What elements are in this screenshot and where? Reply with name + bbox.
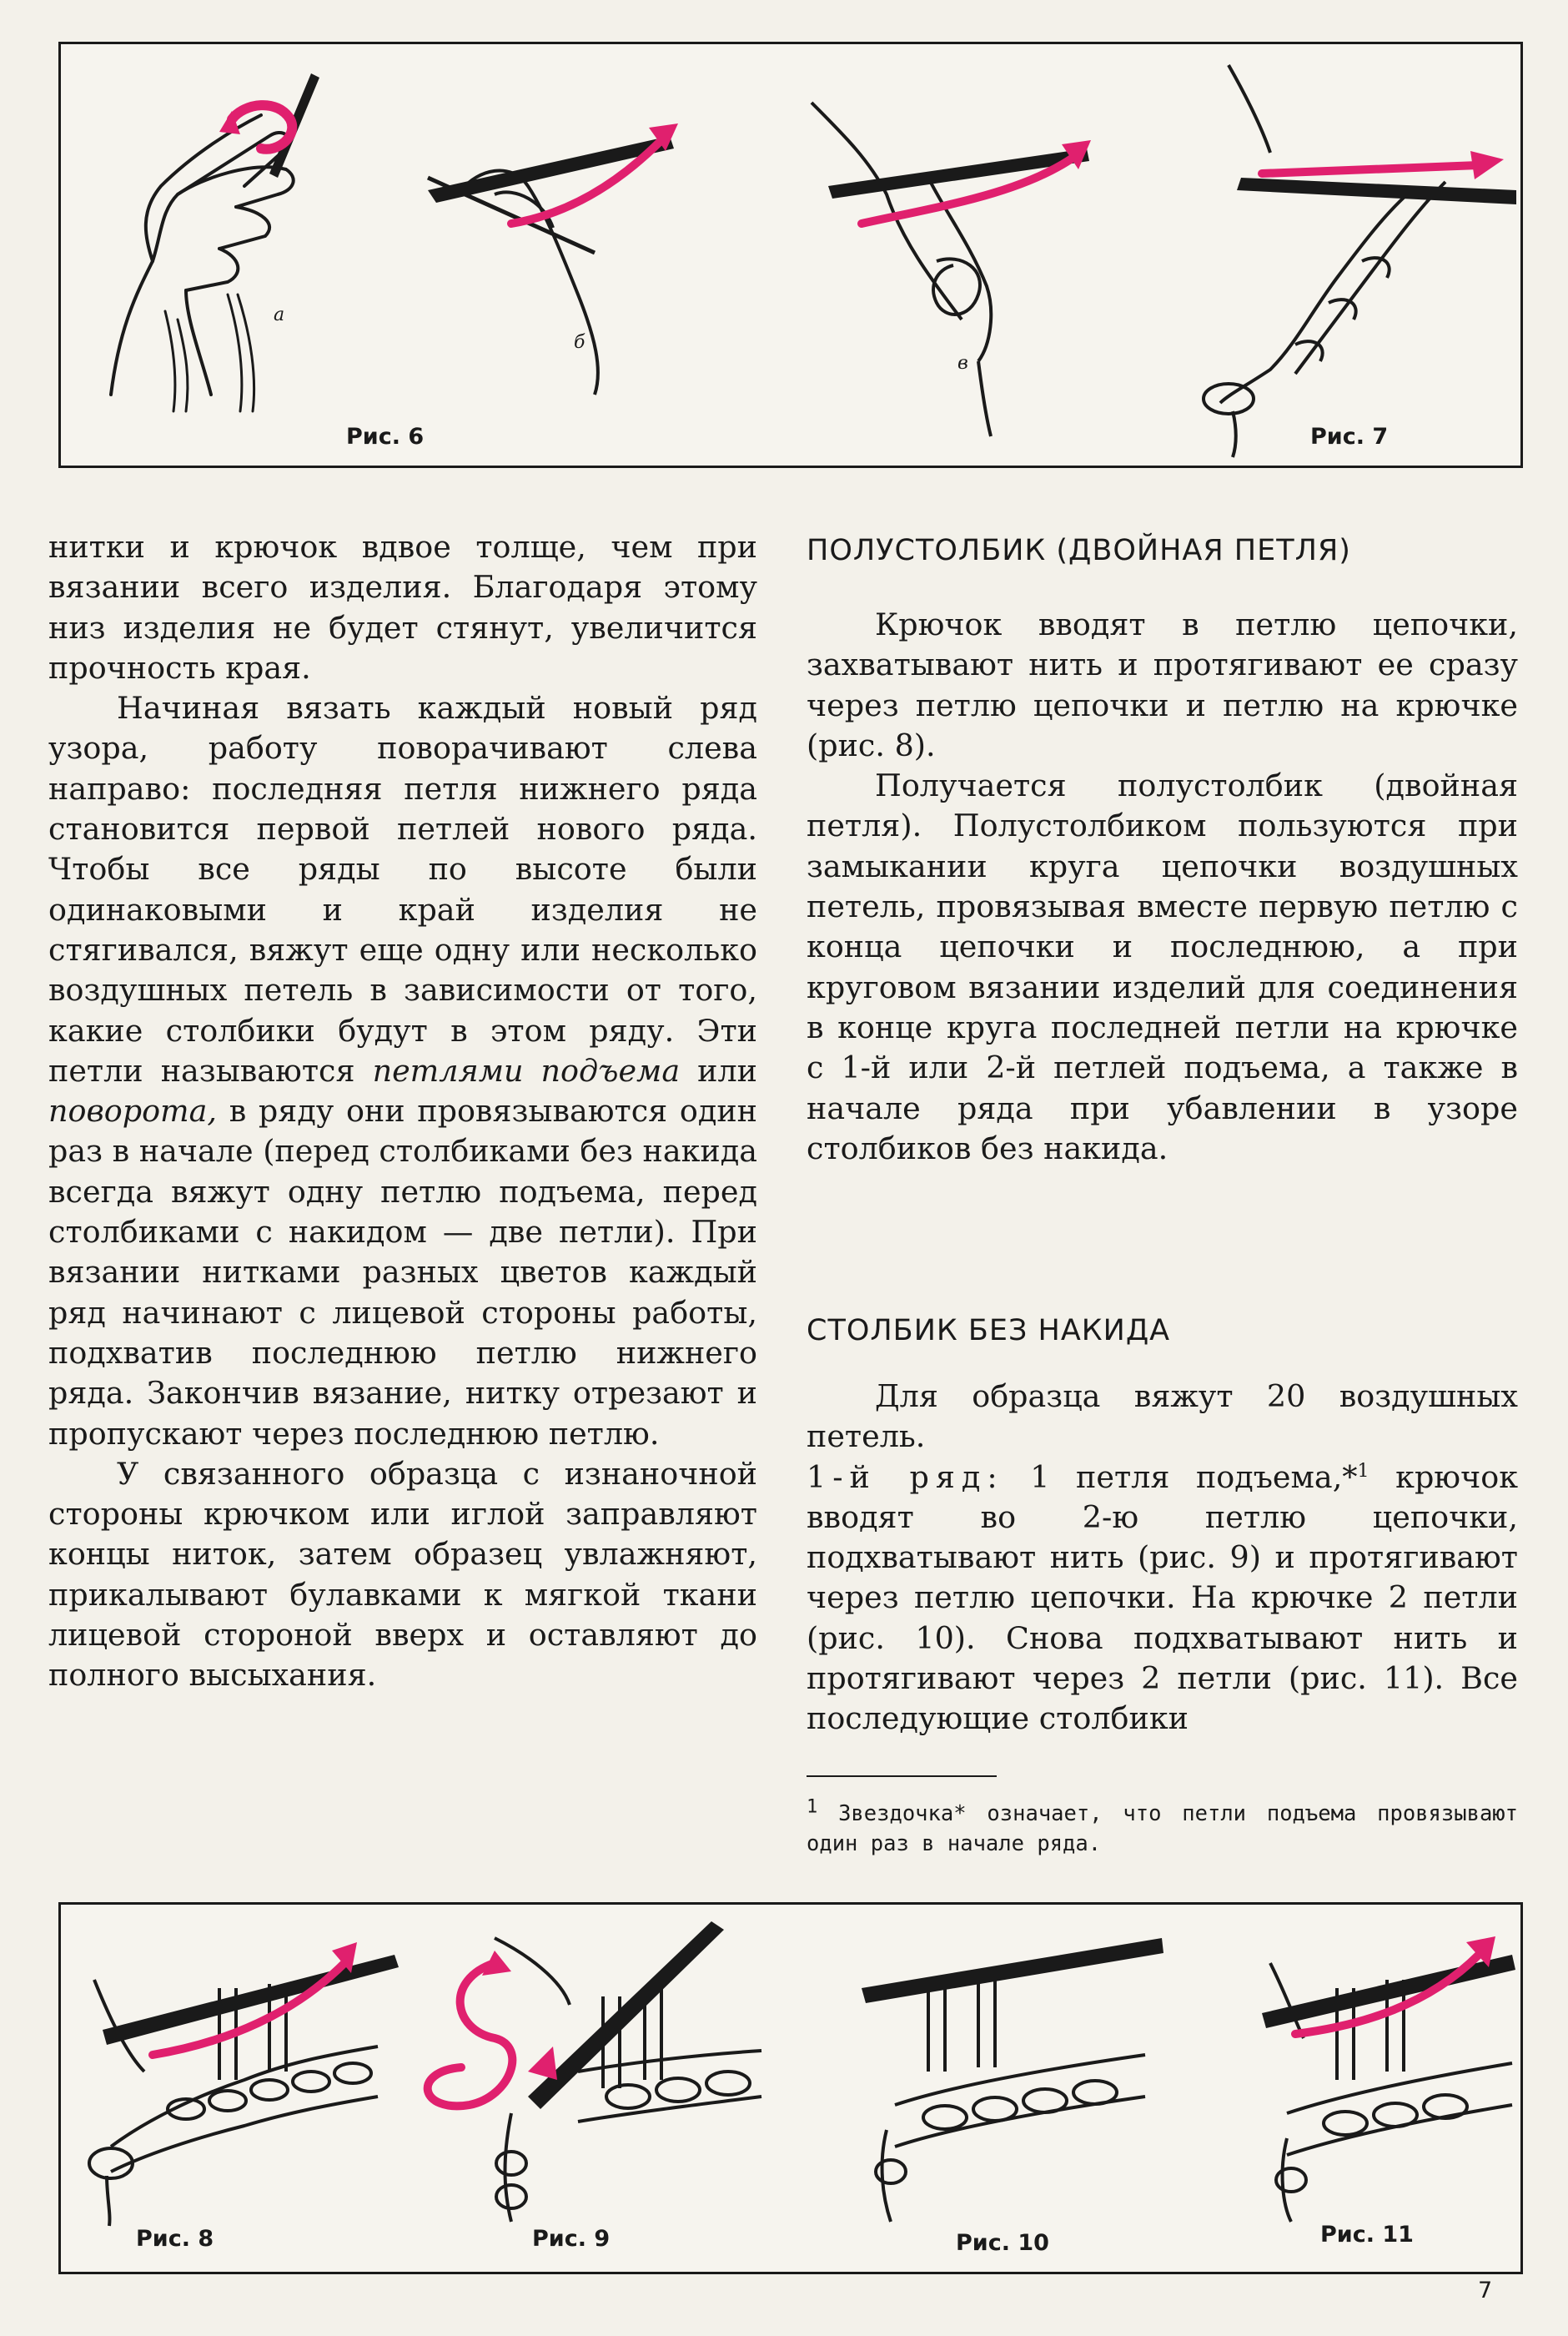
text-column-left: [48, 527, 757, 1696]
paragraph: нитки и крючок вдвое толще, чем при вязании всего изделия. Благодаря этому низ изделия не будет стянут, увеличится прочность края.: [48, 529, 757, 686]
footnote: [807, 1796, 1518, 1859]
paragraph: Крючок вводят в петлю цепочки, захватывают нить и протягивают ее сразу через петлю цепочки и петлю на крючке (рис. 8).: [807, 607, 1518, 763]
figure-label-7: Рис. 7: [1310, 424, 1389, 450]
section-heading-single-crochet: СТОЛБИК БЕЗ НАКИДА: [807, 1314, 1171, 1347]
figure-label-6: Рис. 6: [346, 424, 425, 450]
hand-with-hook-illustration: [61, 44, 1520, 466]
paragraph-text: Начиная вязать каждый новый ряд узора, работу поворачивают слева направо: последняя петля нижнего ряда становится первой петлей нового ряда. Чтобы все ряды по высоте были одинаковыми и край изделия не стягивался, вяжут еще одну или несколько воздушных петель в зависимости от того, какие столбики будут в этом ряду. Эти петли называются: [48, 690, 757, 1089]
footnote-mark: 1: [807, 1796, 818, 1818]
figure-label-11: Рис. 11: [1320, 2222, 1414, 2248]
page-number: 7: [1478, 2278, 1493, 2303]
italic-term: поворота,: [48, 1093, 218, 1130]
figure-label-10: Рис. 10: [956, 2230, 1049, 2256]
section-heading-half-double-crochet: ПОЛУСТОЛБИК (ДВОЙНАЯ ПЕТЛЯ): [807, 534, 1351, 567]
paragraph-text: крючок вводят во 2-ю петлю цепочки, подхватывают нить (рис. 9) и протягивают через петлю цепочки. На крючке 2 петли (рис. 10). Снова подхватывают нить и протягивают через 2 петли (рис. 11). Все последующие столбики: [807, 1458, 1519, 1737]
text-column-right-top: [807, 605, 1518, 1169]
figure-box-top: [58, 42, 1523, 468]
text-column-right-bottom: [807, 1377, 1518, 1739]
paragraph-text: или: [680, 1052, 757, 1089]
footnote-reference: 1: [1357, 1460, 1369, 1482]
paragraph: У связанного образца с изнаночной стороны крючком или иглой заправляют концы ниток, затем образец увлажняют, прикалывают булавками к мягкой ткани лицевой стороной вверх и оставляют до полного высыхания.: [48, 1455, 757, 1694]
italic-term: петлями подъема: [372, 1052, 681, 1089]
figure-sublabel-b: б: [574, 332, 585, 353]
footnote-text: Звездочка* означает, что петли подъема провязывают один раз в начале ряда.: [807, 1801, 1518, 1856]
figure-sublabel-v: в: [957, 353, 968, 374]
crochet-stitches-illustration: [61, 1905, 1520, 2272]
paragraph-text: 1 петля подъема,*: [1003, 1458, 1358, 1495]
paragraph-text: в ряду они провязываются один раз в начале (перед столбиками без накида всегда вяжут одну петлю подъема, перед столбиками с накидом — две петли). При вязании нитками разных цветов каждый ряд начинают с лицевой стороны работы, подхватив последнюю петлю нижнего ряда. Закончив вязание, нитку отрезают и пропускают через последнюю петлю.: [48, 1093, 757, 1452]
paragraph: Получается полустолбик (двойная петля). Полустолбиком пользуются при замыкании круга цепочки воздушных петель, провязывая вместе первую петлю с конца цепочки и последнюю, а при круговом вязании изделий для соединения в конце круга последней петли на крючке с 1-й или 2-й петлей подъема, а также в начале ряда при убавлении в узоре столбиков без накида.: [807, 768, 1518, 1166]
paragraph: [48, 688, 757, 1454]
paragraph: [807, 1457, 1518, 1739]
figure-label-9: Рис. 9: [532, 2226, 611, 2252]
footnote-divider: [807, 1775, 997, 1777]
figure-label-8: Рис. 8: [136, 2226, 214, 2252]
figure-sublabel-a: а: [274, 305, 285, 325]
figure-box-bottom: [58, 1902, 1523, 2274]
row-label: 1-й ряд:: [807, 1458, 1004, 1495]
paragraph: Для образца вяжут 20 воздушных петель.: [807, 1378, 1518, 1455]
